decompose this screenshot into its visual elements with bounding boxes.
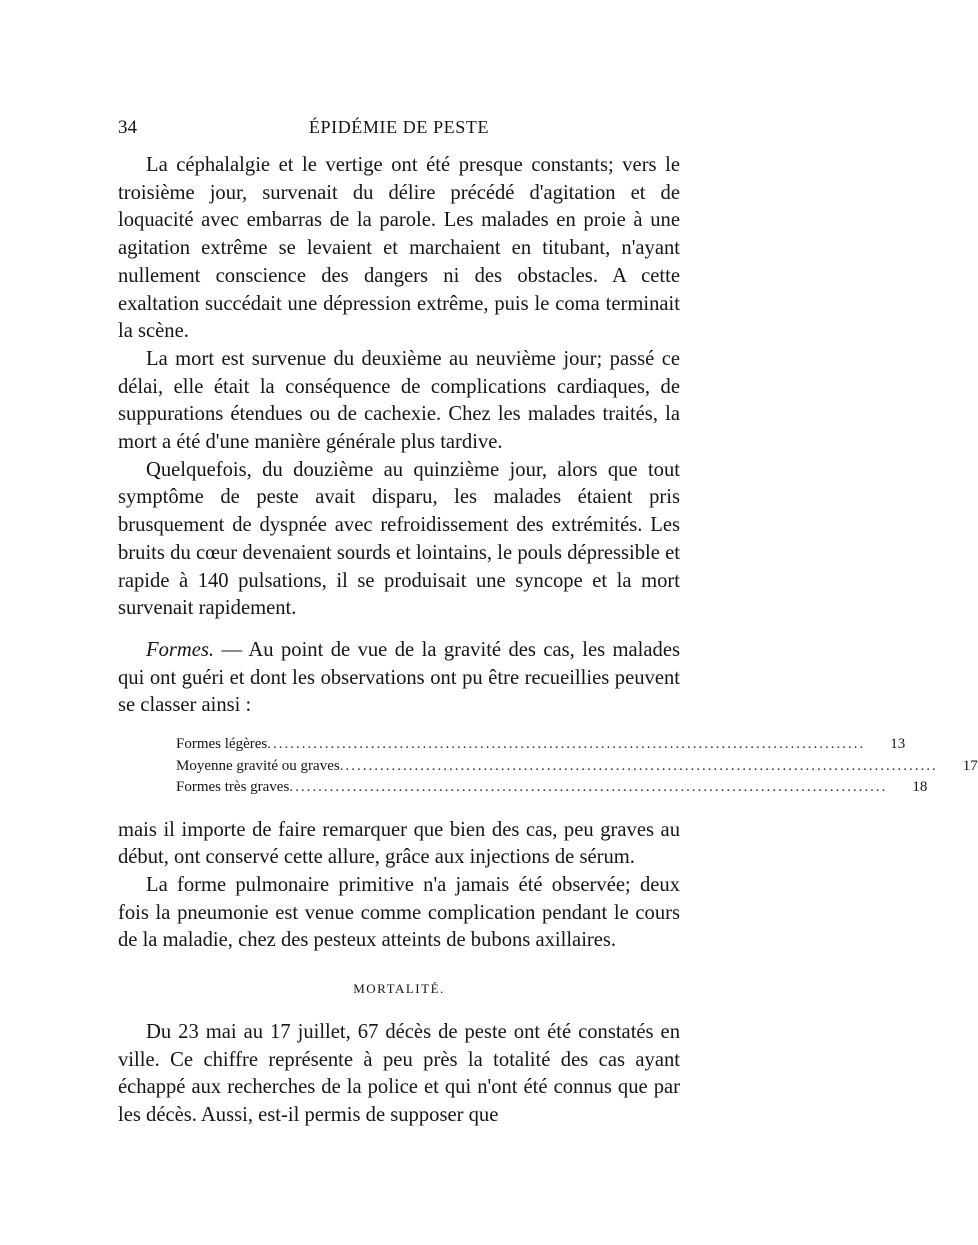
paragraph-formes — [118, 637, 680, 720]
list-item — [176, 734, 906, 756]
page-body — [118, 152, 978, 1130]
list-item-label: Moyenne gravité ou graves — [176, 757, 340, 774]
list-item-label: Formes légères — [176, 736, 268, 753]
list-item-value: 13 — [890, 736, 906, 753]
paragraph-syncope: Quelquefois, du douzième au quinzième jour, alors que tout symptôme de peste avait disparu, les malades étaient pris brusquement de dyspnée avec refroidissement des extrémités. Les bruits du cœur devenaient sourds et lointains, le pouls dépressible et rapide à 140 pulsations, il se produisait une syncope et la mort survenait rapidement. — [118, 458, 680, 620]
leader-dots: ........................................................................................................ — [267, 736, 866, 753]
formes-text: — Au point de vue de la gravité des cas, les malades qui ont guéri et dont les observations ont pu être recueillies peuvent se classer ainsi : — [118, 638, 680, 717]
list-item-label: Formes très graves — [176, 779, 290, 796]
paragraph-mortality: Du 23 mai au 17 juillet, 67 décès de peste ont été constatés en ville. Ce chiffre représente à peu près la totalité des cas ayant échappé aux recherches de la police et qui n'ont été connus que par les décès. Aussi, est-il permis de supposer que — [118, 1021, 680, 1127]
list-item-value: 18 — [912, 779, 928, 796]
leader-dots: ........................................................................................................ — [289, 779, 888, 796]
paragraph-pulmonary: La forme pulmonaire primitive n'a jamais été observée; deux fois la pneumonie est venue comme complication pendant le cours de la maladie, chez des pesteux atteints de bubons axillaires. — [118, 873, 680, 952]
list-item — [176, 777, 928, 799]
running-title: ÉPIDÉMIE DE PESTE — [308, 117, 490, 137]
list-item — [176, 756, 978, 778]
formes-label: Formes. — [146, 638, 215, 661]
page-number: 34 — [118, 117, 137, 138]
formes-list — [176, 734, 978, 799]
leader-dots: ........................................................................................................ — [339, 757, 938, 774]
section-title: MORTALITÉ. — [353, 981, 445, 997]
list-item-value: 17 — [962, 757, 978, 774]
paragraph-after-list: mais il importe de faire remarquer que bien des cas, peu graves au début, ont conservé cette allure, grâce aux injections de sérum. — [118, 818, 680, 869]
paragraph-symptoms: La céphalalgie et le vertige ont été presque constants; vers le troisième jour, survenait du délire précédé d'agitation et de loquacité avec embarras de la parole. Les malades en proie à une agitation extrême se levaient et marchaient en titubant, n'ayant nullement conscience des dangers ni des obstacles. A cette exaltation succédait une dépression extrême, puis le coma terminait la scène. — [118, 154, 680, 343]
page-header — [118, 117, 680, 143]
paragraph-death: La mort est survenue du deuxième au neuvième jour; passé ce délai, elle était la conséquence de complications cardiaques, de suppurations étendues ou de cachexie. Chez les malades traités, la mort a été d'une manière générale plus tardive. — [118, 347, 680, 454]
